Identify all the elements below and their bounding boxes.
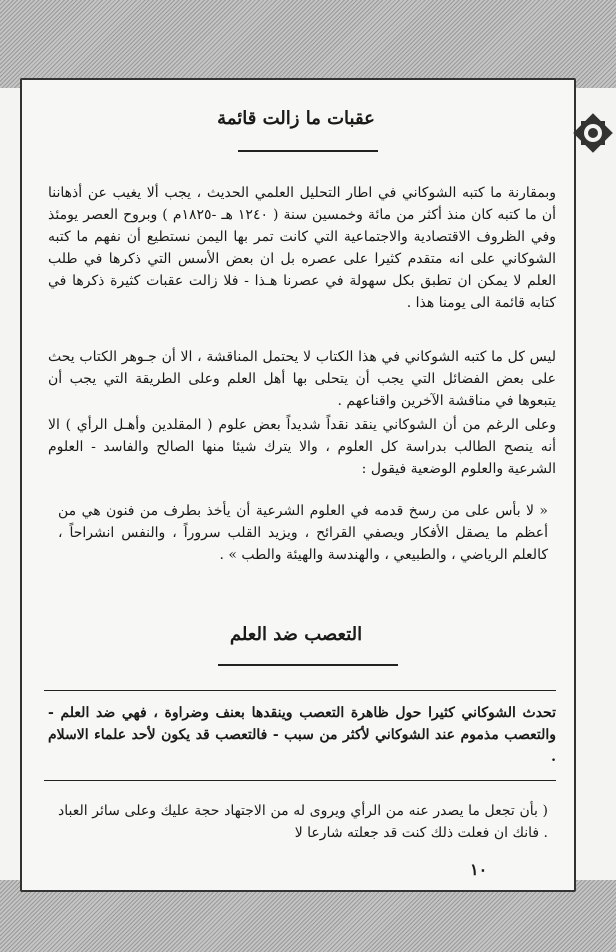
heading-2-underline — [218, 664, 398, 666]
section-divider — [44, 690, 556, 691]
ornament-icon — [572, 112, 614, 154]
paragraph-2: ليس كل ما كتبه الشوكاني في هذا الكتاب لا يحتمل المناقشة ، الا أن جـوهر الكتاب يحث على بعض الفضائل التي يجب أن يتحلى بها أهل العلم وعلى الطريقة التي يجب أن يتبعوها في مناقشة الآخرين واقناعهم . — [48, 349, 556, 409]
paragraph-5: ( بأن تجعل ما يصدر عنه من الرأي ويروى له من الاجتهاد حجة عليك وعلى سائر العباد . فانك ان فعلت ذلك كنت قد جعلته شارعا لا — [58, 803, 548, 841]
paragraph-3: وعلى الرغم من أن الشوكاني ينقد نقداً شديداً بعض علوم ( المقلدين وأهـل الرأي ) الا أنه ينصح الطالب بدراسة كل العلوم ، والا يترك شيئا منها الصالح والفاسد - العلوم الشرعية والعلوم الوضعية فيقول : — [48, 417, 556, 477]
section-divider-2 — [44, 780, 556, 781]
paragraph-4: تحدث الشوكاني كثيرا حول ظاهرة التعصب وينقدها بعنف وضراوة ، فهي ضد العلم - والتعصب مذموم عند الشوكاني لأكثر من سبب - فالتعصب قد يكون لأحد علماء الاسلام . — [48, 705, 556, 765]
page-number: ١٠ — [470, 860, 488, 879]
top-pattern-band — [0, 0, 616, 88]
quote-paragraph: « لا بأس على من رسخ قدمه في العلوم الشرعية أن يأخذ بطرف من فنون هي من أعظم ما يصقل الأفكار ويصفي القرائح ، ويزيد القلب سروراً ، والنفس انشراحاً ، كالعلم الرياضي ، والطبيعي ، والهندسة والهيئة والطب » . — [58, 503, 548, 563]
heading-underline — [238, 150, 378, 152]
section-heading-fanaticism: التعصب ضد العلم — [229, 624, 363, 645]
section-heading-obstacles: عقبات ما زالت قائمة — [217, 108, 375, 129]
paragraph-1: وبمقارنة ما كتبه الشوكاني في اطار التحليل العلمي الحديث ، يجب ألا يغيب عن أذهاننا أن ما كتبه كان منذ أكثر من مائة وخمسين سنة ( ١٢٤٠ هـ -١٨٢٥م ) وبروح العصر يومئذ وفي الظروف الاقتصادية والاجتماعية التي كانت تمر بها اليمن نستطيع أن نفهم ما كتبه الشوكاني على انه متقدم كثيرا على عصره بل ان بعض الأسس التي ذكرها في طلب العلم لا يمكن ان تطبق بكل سهولة في عصرنا هـذا - فلا زالت عقبات كثيرة ذكرها في كتابه قائمة الى يومنا هذا . — [48, 185, 557, 311]
